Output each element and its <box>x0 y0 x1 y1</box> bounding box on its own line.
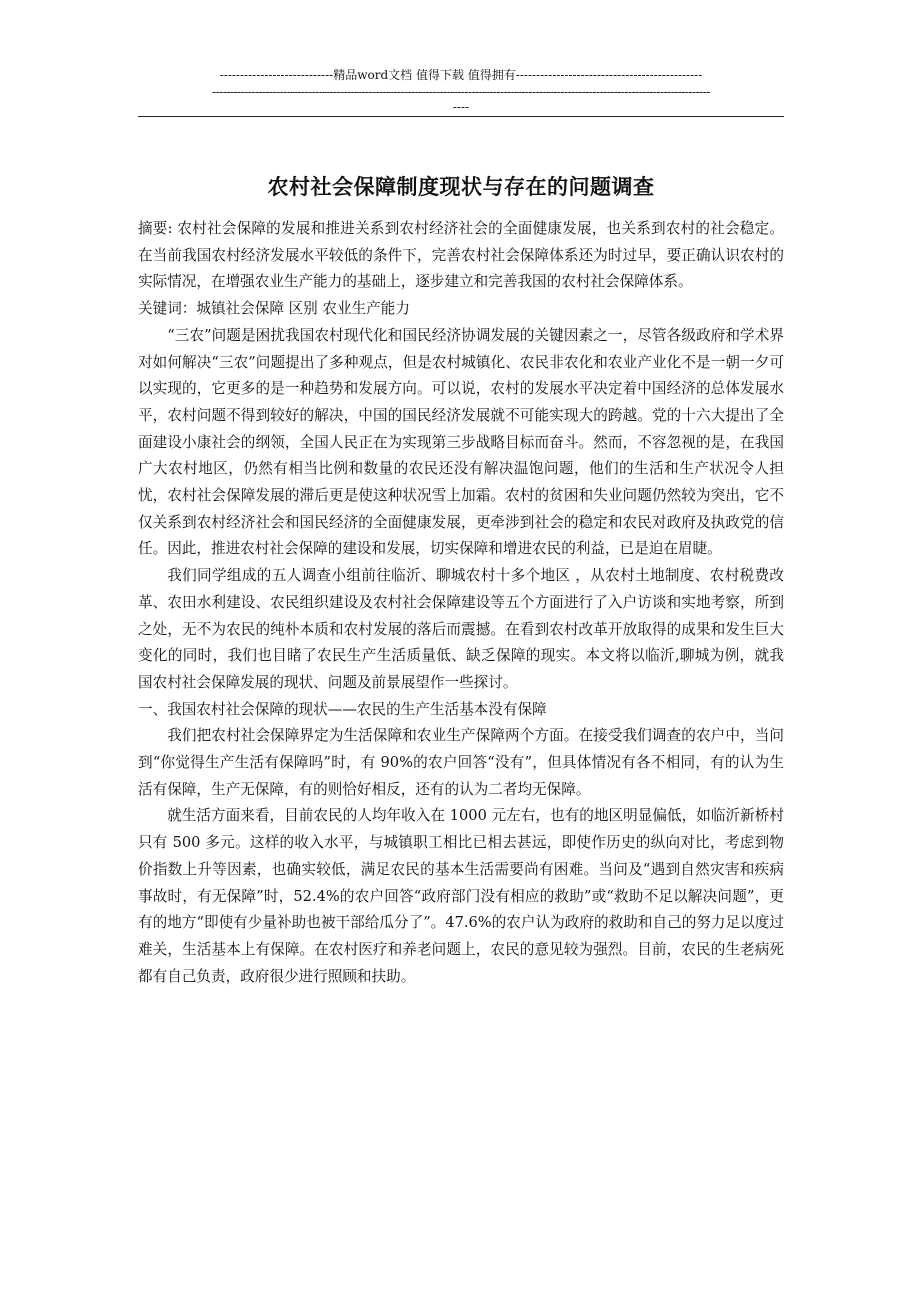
header-dash-line: -------------------------------------------------------------------------------------------------------------------------------------------- <box>212 85 710 99</box>
header-rule <box>138 116 784 117</box>
keywords-line: 关键词：城镇社会保障 区别 农业生产能力 <box>138 300 410 318</box>
abstract-paragraph: 摘要: 农村社会保障的发展和推进关系到农村经济社会的全面健康发展，也关系到农村的社会稳定。在当前我国农村经济发展水平较低的条件下，完善农村社会保障体系还为时过早，要正确认识农村的实际情况，在增强农业生产能力的基础上，逐步建立和完善我国的农村社会保障体系。 <box>138 220 784 291</box>
body-paragraph: “三农”问题是困扰我国农村现代化和国民经济协调发展的关键因素之一，尽管各级政府和学术界对如何解决“三农”问题提出了多种观点，但是农村城镇化、农民非农化和农业产业化不是一朝一夕可以实现的，它更多的是一种趋势和发展方向。可以说，农村的发展水平决定着中国经济的总体发展水平，农村问题不得到较好的解决，中国的国民经济发展就不可能实现大的跨越。党的十六大提出了全面建设小康社会的纲领，全国人民正在为实现第三步战略目标而奋斗。然而，不容忽视的是，在我国广大农村地区，仍然有相当比例和数量的农民还没有解决温饱问题，他们的生活和生产状况令人担忧，农村社会保障发展的滞后更是使这种状况雪上加霜。农村的贫困和失业问题仍然较为突出，它不仅关系到农村经济社会和国民经济的全面健康发展，更牵涉到社会的稳定和农民对政府及执政党的信任。因此，推进农村社会保障的建设和发展，切实保障和增进农民的利益，已是迫在眉睫。 <box>138 326 784 558</box>
body-paragraph: 我们把农村社会保障界定为生活保障和农业生产保障两个方面。在接受我们调查的农户中，当问到“你觉得生产生活有保障吗”时，有 90%的农户回答“没有”，但具体情况有各不相同，有的认为生活有保障，生产无保障，有的则恰好相反，还有的认为二者均无保障。 <box>138 727 784 798</box>
section-heading: 一、我国农村社会保障的现状——农民的生产生活基本没有保障 <box>138 700 547 718</box>
header-banner: ----------------------------精品word文档 值得下载 值得拥有---------------------------------------------- <box>219 68 703 82</box>
body-paragraph: 就生活方面来看，目前农民的人均年收入在 1000 元左右，也有的地区明显偏低，如临沂新桥村只有 500 多元。这样的收入水平，与城镇职工相比已相去甚远，即使作历史的纵向对比，考虑到物价指数上升等因素，也确实较低，满足农民的基本生活需要尚有困难。当问及“遇到自然灾害和疾病事故时，有无保障”时，52.4%的农户回答“政府部门没有相应的救助”或“救助不足以解决问题”，更有的地方“即使有少量补助也被干部给瓜分了”。47.6%的农户认为政府的救助和自己的努力足以度过难关，生活基本上有保障。在农村医疗和养老问题上，农民的意见较为强烈。目前，农民的生老病死都有自己负责，政府很少进行照顾和扶助。 <box>138 807 784 985</box>
document-title: 农村社会保障制度现状与存在的问题调查 <box>267 175 655 199</box>
document-body <box>138 216 784 990</box>
header-dash-tail: ---- <box>452 100 470 114</box>
body-paragraph: 我们同学组成的五人调查小组前往临沂、聊城农村十多个地区 ，从农村土地制度、农村税费改革、农田水利建设、农民组织建设及农村社会保障建设等五个方面进行了入户访谈和实地考察，所到之处，无不为农民的纯朴本质和农村发展的落后而震撼。在看到农村改革开放取得的成果和发生巨大变化的同时，我们也目睹了农民生产生活质量低、缺乏保障的现实。本文将以临沂,聊城为例，就我国农村社会保障发展的现状、问题及前景展望作一些探讨。 <box>138 567 784 691</box>
document-page <box>138 0 784 990</box>
